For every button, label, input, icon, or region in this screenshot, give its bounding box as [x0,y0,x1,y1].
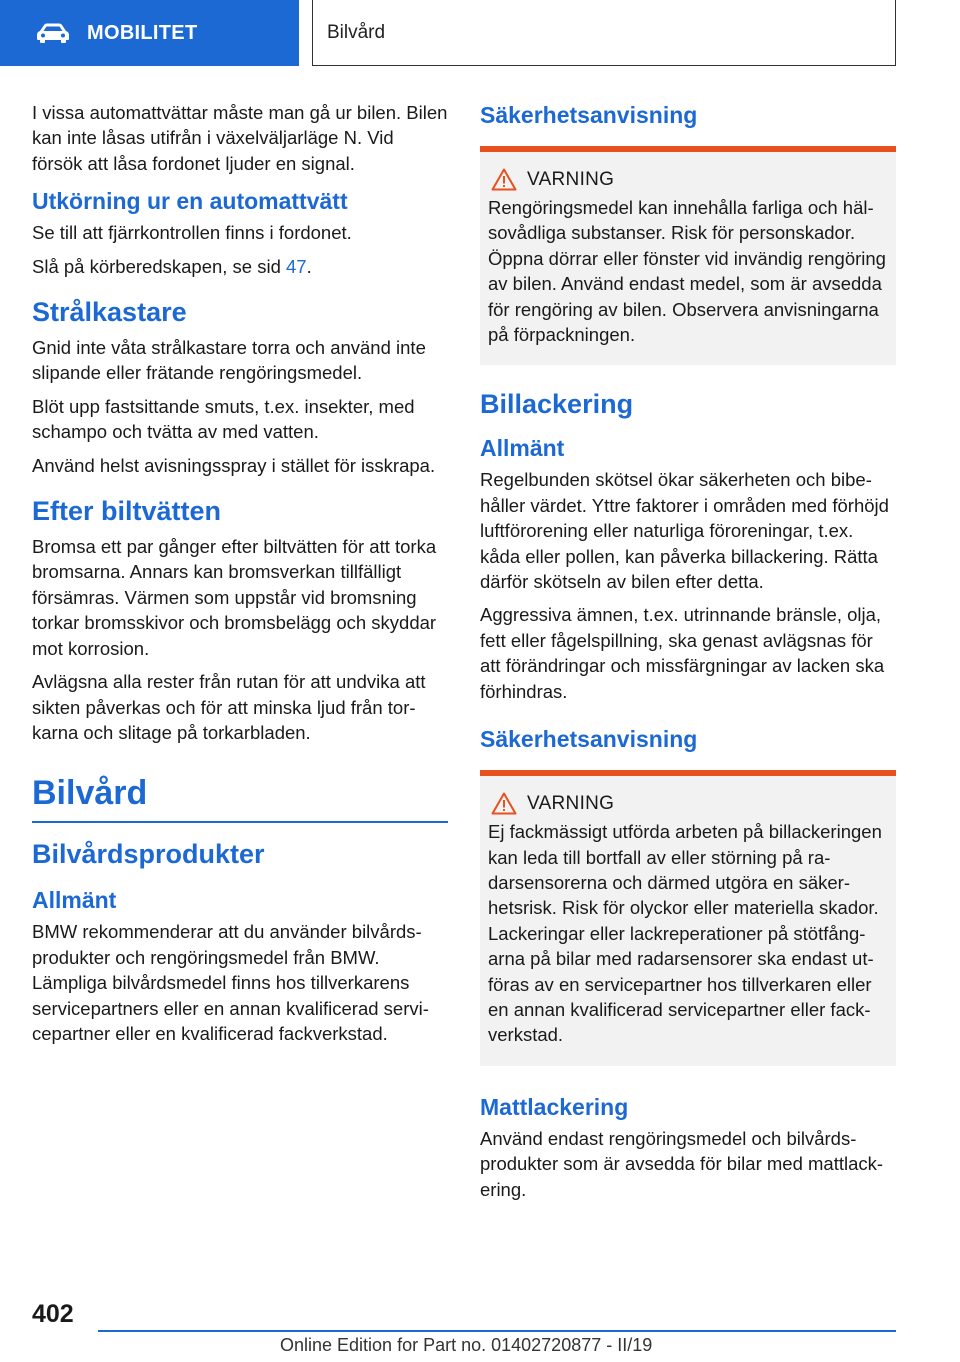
heading-allmant: Allmänt [32,887,117,914]
warning-icon [491,168,517,191]
paragraph: Bromsa ett par gånger efter biltvätten för att torka bromsarna. Annars kan bromsverkan tillfälligt försämras. Värmen som uppstår vid bromsning torkar bromsskivor och bromsbelägg och skyddar mot korrosion. [32,536,437,659]
paragraph: Avlägsna alla rester från rutan för att undvika att sikten påverkas och för att minska ljud från torkarna och slitage på torkarbladen. [32,671,426,743]
intro-paragraph: I vissa automattvättar måste man gå ur bilen. Bilen kan inte låsas utifrån i växelväljarläge N. Vid försök att låsa fordonet ljuder en signal. [32,102,448,174]
heading-bilvardsprodukter: Bilvårdsprodukter [32,839,265,870]
footer-divider [98,1330,896,1332]
warning-text: Ej fackmässigt utförda arbeten på billackeringen kan leda till bortfall av eller störning på radarsensorerna och därmed utgöra en säkerhetsrisk. Risk för olyckor eller materiella skador. Lackeringar eller lackreperationer på stötfångarna på bilar med radarsensorer ska endast utföras av en servicepartner hos tillverkaren eller en annan kvalificerad servicepartner eller fackverkstad. [488,821,882,1046]
paragraph: Använd endast rengöringsmedel och bilvårdsprodukter som är avsedda för bilar med mattlackering. [480,1127,884,1200]
paragraph: Blöt upp fastsittande smuts, t.ex. insekter, med schampo och tvätta av med vatten. [32,395,415,443]
heading-sakerhetsanvisning: Säkerhetsanvisning [480,102,698,128]
right-column [480,100,896,1210]
heading-utkorning: Utkörning ur en automattvätt [32,188,348,215]
left-column [32,100,448,1054]
heading-billackering: Billackering [480,389,634,420]
heading-bilvard: Bilvård [32,773,448,823]
warning-label: VARNING [527,168,615,190]
heading-allmant: Allmänt [480,435,565,462]
section-label: MOBILITET [87,21,198,44]
paragraph: Använd helst avisningsspray i stället för isskrapa. [32,454,436,476]
car-icon [36,22,70,44]
paragraph: BMW rekommenderar att du använder bilvårdsprodukter och rengöringsmedel från BMW. Lämpliga bilvårdsmedel finns hos tillverkarens servicepartners eller en annan kvalificerad servicepartner eller en kvalificerad fackverkstad. [32,921,429,1044]
warning-box [480,770,896,1066]
warning-icon [491,792,517,815]
heading-stralkastare: Strålkastare [32,297,187,328]
section-tab[interactable] [0,0,299,66]
warning-text: Rengöringsmedel kan innehålla farliga och hälsovådliga substanser. Risk för personskador. Öppna dörrar eller fönster vid invändig rengöring av bilen. Använd endast medel, som är avsedda för rengöring av bilen. Observera anvisningarna på förpackningen. [488,197,886,346]
warning-label: VARNING [527,792,615,814]
heading-sakerhetsanvisning: Säkerhetsanvisning [480,726,698,753]
paragraph: Slå på körberedskapen, se sid 47. [32,255,312,277]
edition-text: Online Edition for Part no. 01402720877 - II/19 [280,1335,653,1355]
paragraph: Se till att fjärrkontrollen finns i fordonet. [32,222,352,244]
paragraph: Gnid inte våta strålkastare torra och använd inte slipande eller frätande rengöringsmedel. [32,337,426,384]
page-link[interactable]: 47 [286,255,307,277]
heading-mattlackering: Mattlackering [480,1093,629,1120]
chapter-title: Bilvård [312,0,896,66]
warning-box [480,146,896,365]
heading-efter-biltvatten: Efter biltvätten [32,496,222,527]
paragraph: Aggressiva ämnen, t.ex. utrinnande bränsle, olja, fett eller fågelspillning, ska genast avlägsnas för att förändringar och missfärgningar av lacken ska förhindras. [480,604,885,702]
paragraph: Regelbunden skötsel ökar säkerheten och bibehåller värdet. Yttre faktorer i områden med förhöjd luftförorening eller naturliga föroreningar, t.ex. kåda eller pollen, kan påverka billackering. Rätta därför skötseln av bilen efter detta. [480,469,889,593]
page-number: 402 [32,1300,74,1328]
